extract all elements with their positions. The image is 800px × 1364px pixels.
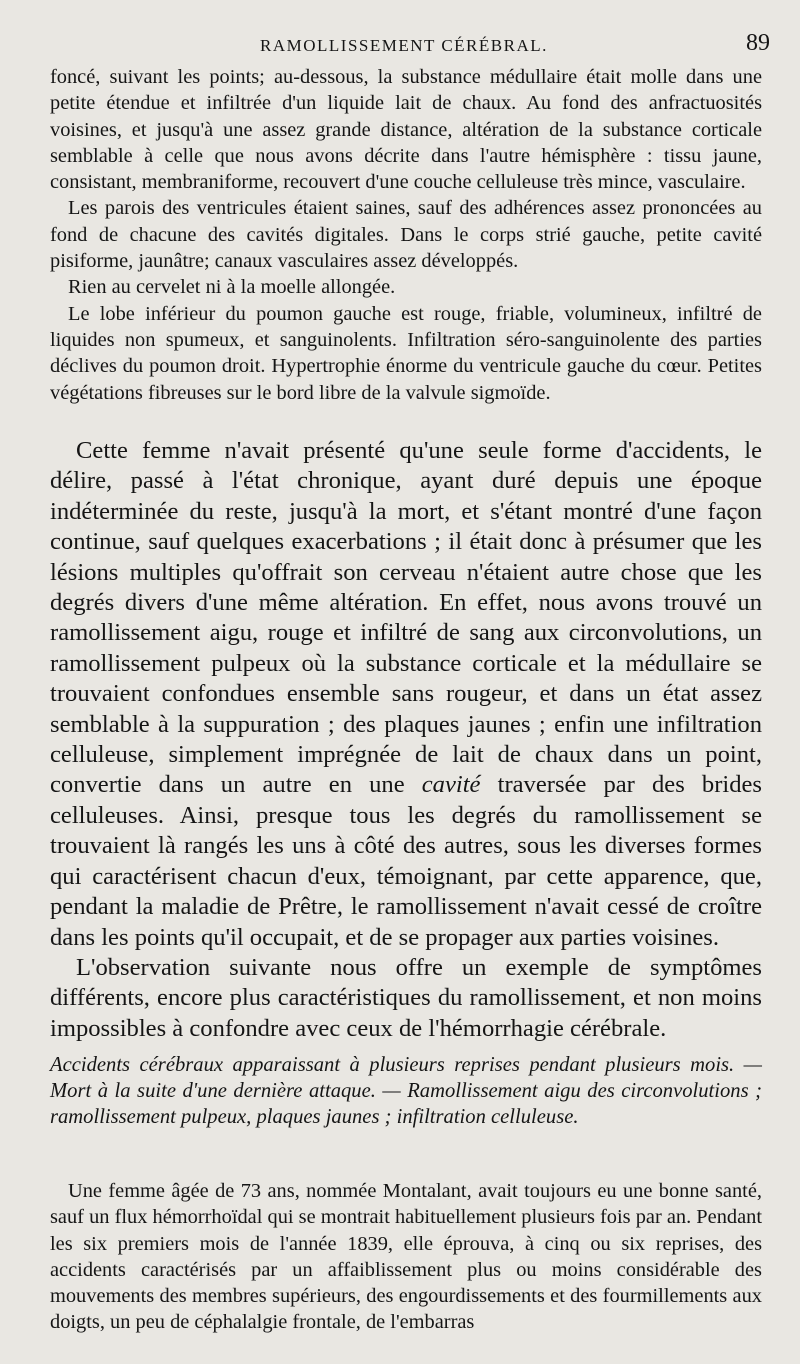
paragraph-lungs-heart: Le lobe inférieur du poumon gauche est rouge, friable, volumineux, infiltré de liquides non spumeux, et sanguinolents. Infiltration séro-sanguinolente des parties déclives du poumon droit. Hypertrophie énorme du ventricule gauche du cœur. Petites végétations fibreuses sur le bord libre de la valvule sigmoïde. <box>50 302 762 404</box>
paragraph-next-observation: L'observation suivante nous offre un exemple de symptômes différents, encore plus caractéristiques du ramollissement, et non moins impossibles à confondre avec ceux de l'hémorrhagie cérébrale. <box>50 953 762 1042</box>
page-header <box>50 30 770 64</box>
case-summary-text: Accidents cérébraux apparaissant à plusieurs reprises pendant plusieurs mois. — Mort à la suite d'une dernière attaque. — Ramollissement aigu des circonvolutions ; ramollissement pulpeux, plaques jaunes ; infiltration celluleuse. <box>50 1054 762 1129</box>
commentary <box>50 436 762 1044</box>
paragraph-continuation: foncé, suivant les points; au-dessous, la substance médullaire était molle dans une petite étendue et infiltrée d'un liquide lait de chaux. Au fond des anfractuosités voisines, et jusqu'à une assez grande distance, altération de la substance corticale semblable à celle que nous avons décrite dans l'autre hémisphère : tissu jaune, consistant, membraniforme, recouvert d'une couche celluleuse très mince, vasculaire. <box>50 66 762 194</box>
running-title: RAMOLLISSEMENT CÉRÉBRAL. <box>260 36 548 55</box>
case-summary <box>50 1052 762 1131</box>
commentary-text-end: traversée par des brides celluleuses. Ainsi, presque tous les degrés du ramollissement se trouvaient là rangés les uns à côté des autres, sous les diverses formes qui caractérisent chacun d'eux, témoignant, par cette apparence, que, pendant la maladie de Prêtre, le ramollissement n'avait cessé de croître dans les points qu'il occupait, et de se propager aux parties voisines. <box>50 771 762 951</box>
paragraph-ventricles: Les parois des ventricules étaient saines, sauf des adhérences assez prononcées au fond de chacune des cavités digitales. Dans le corps strié gauche, petite cavité pisiforme, jaunâtre; canaux vasculaires assez développés. <box>50 197 762 273</box>
page-number: 89 <box>746 30 770 56</box>
observation-details <box>50 64 762 406</box>
paragraph-case-start: Une femme âgée de 73 ans, nommée Montalant, avait toujours eu une bonne santé, sauf un flux hémorrhoïdal qui se montrait habituellement plusieurs fois par an. Pendant les six premiers mois de l'année 1839, elle éprouva, à cinq ou six reprises, des accidents caractérisés par un affaiblissement plus ou moins considérable des mouvements des membres supérieurs, des engourdissements et des fourmillements aux doigts, un peu de céphalalgie frontale, de l'embarras <box>50 1180 762 1334</box>
paragraph-commentary <box>50 436 762 953</box>
italic-word-cavite: cavité <box>421 771 481 799</box>
case-text <box>50 1178 762 1336</box>
commentary-text-start: Cette femme n'avait présenté qu'une seule forme d'accidents, le délire, passé à l'état chronique, ayant duré depuis une époque indéterminée du reste, jusqu'à la mort, et s'étant montré d'une façon continue, sauf quelques exacerbations ; il était donc à présumer que les lésions multiples qu'offrait son cerveau n'étaient autre chose que les degrés divers d'une même altération. En effet, nous avons trouvé un ramollissement aigu, rouge et infiltré de sang aux circonvolutions, un ramollissement pulpeux où la substance corticale et la médullaire se trouvaient confondues ensemble sans rougeur, et dans un état assez semblable à la suppuration ; des plaques jaunes ; enfin une infiltration celluleuse, simplement imprégnée de lait de chaux dans un point, convertie dans un autre en une <box>50 437 762 799</box>
paragraph-cerebellum: Rien au cervelet ni à la moelle allongée. <box>68 276 396 299</box>
